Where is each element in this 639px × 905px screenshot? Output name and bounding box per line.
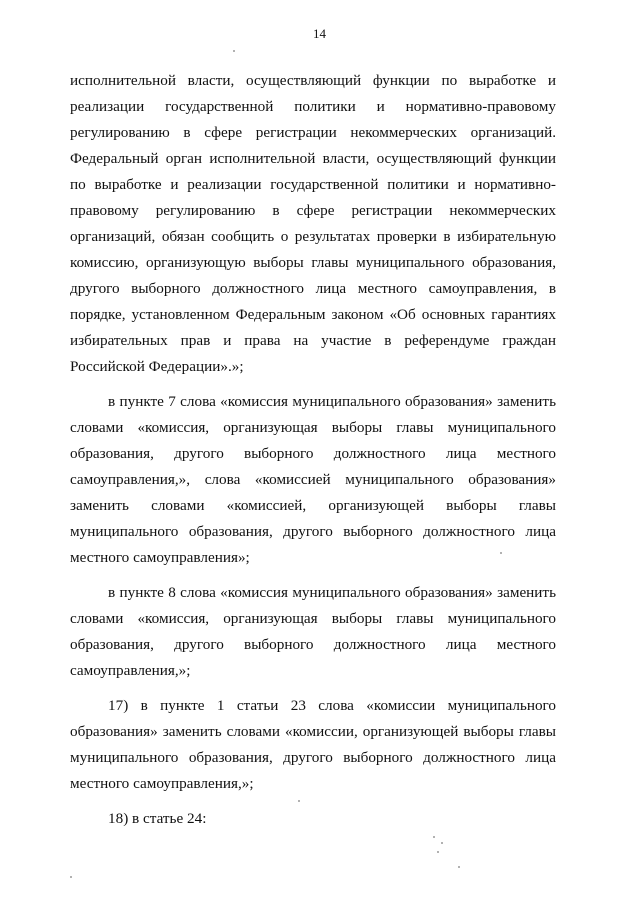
- scan-speck: [437, 851, 439, 853]
- paragraph-point-7: в пункте 7 слова «комиссия муниципального образования» заменить словами «комиссия, организующая выборы главы муниципального образования, другого выборного должностного лица местного самоуправления,», слова «комиссией муниципального образования» заменить словами «комиссией, организующей выборы главы муниципального образования, другого выборного должностного лица местного самоуправления»;: [70, 393, 556, 566]
- paragraph-point-8: в пункте 8 слова «комиссия муниципального образования» заменить словами «комиссия, организующая выборы главы муниципального образования, другого выборного должностного лица местного самоуправления,»;: [70, 584, 556, 679]
- page-number: 14: [313, 26, 326, 41]
- scan-speck: [70, 876, 72, 878]
- scan-speck: [441, 842, 443, 844]
- paragraph-item-18: 18) в статье 24:: [108, 810, 207, 827]
- scan-speck: [500, 552, 502, 554]
- paragraph-continuation: исполнительной власти, осуществляющий функции по выработке и реализации государственной политики и нормативно-правовому регулированию в сфере регистрации некоммерческих организаций. Федеральный орган исполнительной власти, осуществляющий функции по выработке и реализации государственной политики и нормативно-правовому регулированию в сфере регистрации некоммерческих организаций, обязан сообщить о результатах проверки в избирательную комиссию, организующую выборы главы муниципального образования, другого выборного должностного лица местного самоуправления, в порядке, установленном Федеральным законом «Об основных гарантиях избирательных прав и права на участие в референдуме граждан Российской Федерации».»;: [70, 72, 556, 375]
- document-body: [70, 68, 556, 841]
- scan-speck: [298, 800, 300, 802]
- scan-speck: [433, 836, 435, 838]
- scan-speck: [458, 866, 460, 868]
- paragraph-item-17: 17) в пункте 1 статьи 23 слова «комиссии муниципального образования» заменить словами «комиссии, организующей выборы главы муниципального образования, другого выборного должностного лица местного самоуправления,»;: [70, 697, 556, 792]
- scan-speck: [233, 50, 235, 52]
